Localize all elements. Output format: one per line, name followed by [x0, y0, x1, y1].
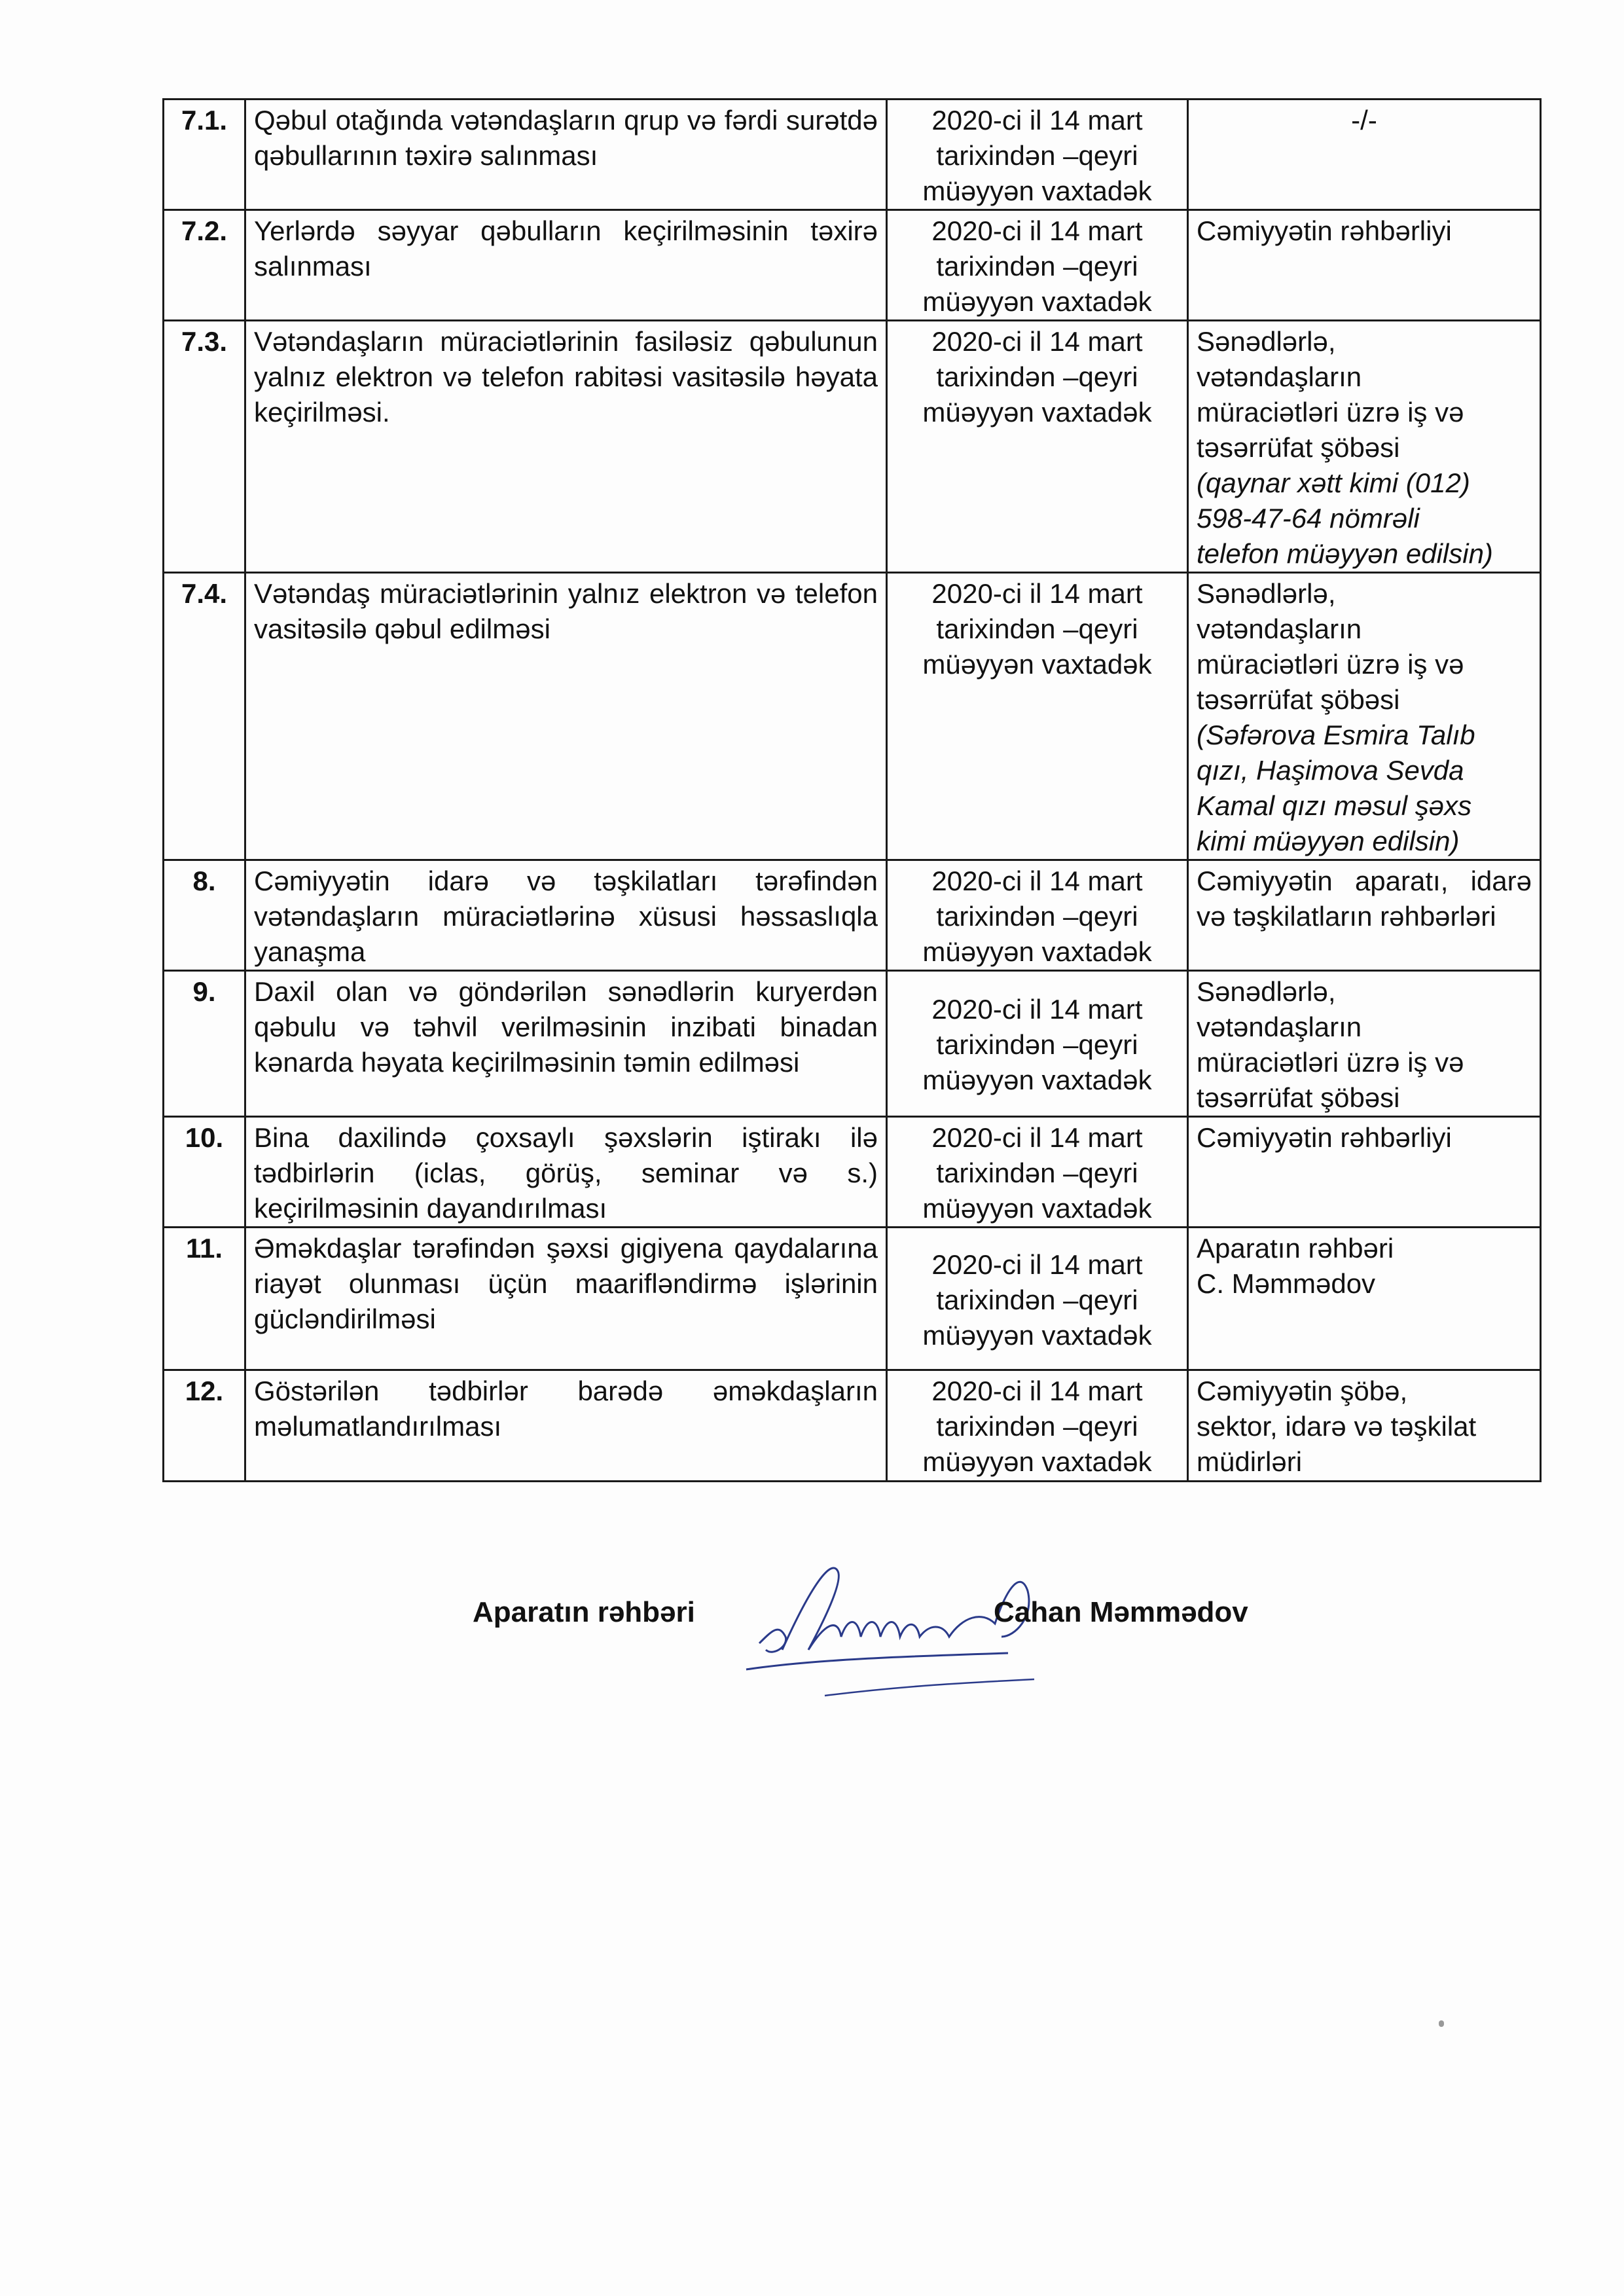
deadline-line: 2020-ci il 14 mart — [931, 866, 1143, 896]
responsible-cell — [1188, 1370, 1541, 1482]
responsible-note-line: qızı, Haşimova Sevda — [1197, 755, 1464, 786]
deadline-cell — [887, 1117, 1188, 1228]
responsible-line: Cəmiyyətin şöbə, — [1197, 1376, 1408, 1406]
deadline-line: tarixindən –qeyri — [936, 251, 1138, 282]
measure-description: Daxil olan və göndərilən sənədlərin kuryerdən qəbulu və təhvil verilməsinin inzibati binadan kənarda həyata keçirilməsinin təmin edilməsi — [245, 971, 887, 1117]
measure-description: Vətəndaşların müraciətlərinin fasiləsiz qəbulunun yalnız elektron və telefon rabitəsi vasitəsilə həyata keçirilməsi. — [245, 321, 887, 573]
deadline-line: tarixindən –qeyri — [936, 140, 1138, 171]
table-row — [164, 1228, 1541, 1370]
scan-speck — [1439, 2020, 1444, 2027]
measure-description: Əməkdaşlar tərəfindən şəxsi gigiyena qaydalarına riayət olunması üçün maarifləndirmə işlərinin gücləndirilməsi — [245, 1228, 887, 1370]
deadline-line: müəyyən vaxtadək — [922, 1446, 1152, 1477]
responsible-line: təsərrüfat şöbəsi — [1197, 684, 1400, 715]
row-number: 7.4. — [164, 573, 245, 860]
table-row — [164, 971, 1541, 1117]
responsible-line: -/- — [1351, 105, 1377, 136]
deadline-line: tarixindən –qeyri — [936, 361, 1138, 392]
table-row — [164, 210, 1541, 321]
signatory-title: Aparatın rəhbəri — [473, 1596, 695, 1628]
responsible-cell — [1188, 321, 1541, 573]
row-number: 10. — [164, 1117, 245, 1228]
row-number: 8. — [164, 860, 245, 971]
deadline-line: 2020-ci il 14 mart — [931, 1248, 1143, 1280]
deadline-line: tarixindən –qeyri — [936, 901, 1138, 932]
measure-description: Cəmiyyətin idarə və təşkilatları tərəfindən vətəndaşların müraciətlərinə xüsusi həssaslıqla yanaşma — [245, 860, 887, 971]
deadline-cell — [887, 1370, 1188, 1482]
row-number: 12. — [164, 1370, 245, 1482]
deadline-line: tarixindən –qeyri — [936, 1411, 1138, 1442]
responsible-line: Cəmiyyətin rəhbərliyi — [1197, 215, 1452, 246]
deadline-cell — [887, 860, 1188, 971]
measure-description: Qəbul otağında vətəndaşların qrup və fərdi surətdə qəbullarının təxirə salınması — [245, 100, 887, 210]
table-row — [164, 860, 1541, 971]
responsible-note-line: kimi müəyyən edilsin) — [1197, 826, 1460, 856]
measure-description: Yerlərdə səyyar qəbulların keçirilməsinin təxirə salınması — [245, 210, 887, 321]
row-number: 7.1. — [164, 100, 245, 210]
measures-table-body — [164, 100, 1541, 1482]
deadline-line: 2020-ci il 14 mart — [931, 1376, 1143, 1406]
responsible-note-line: Kamal qızı məsul şəxs — [1197, 790, 1472, 821]
deadline-line: 2020-ci il 14 mart — [931, 578, 1143, 609]
deadline-line: 2020-ci il 14 mart — [931, 1122, 1143, 1153]
responsible-line: müraciətləri üzrə iş və təsərrüfat şöbəsi — [1197, 1047, 1464, 1113]
signature-block — [0, 1571, 1624, 1728]
deadline-line: 2020-ci il 14 mart — [931, 326, 1143, 357]
table-row — [164, 1117, 1541, 1228]
deadline-cell — [887, 1228, 1188, 1370]
responsible-line: Cəmiyyətin rəhbərliyi — [1197, 1122, 1452, 1153]
responsible-note-line: 598-47-64 nömrəli — [1197, 503, 1420, 534]
deadline-line: müəyyən vaxtadək — [922, 936, 1152, 967]
responsible-line: vətəndaşların — [1197, 361, 1362, 392]
responsible-line: sektor, idarə və təşkilat — [1197, 1411, 1477, 1442]
row-number: 9. — [164, 971, 245, 1117]
responsible-line: vətəndaşların — [1197, 613, 1362, 644]
deadline-line: müəyyən vaxtadək — [922, 286, 1152, 317]
responsible-cell — [1188, 1228, 1541, 1370]
signatory-name: Cahan Məmmədov — [994, 1596, 1248, 1628]
deadline-line: 2020-ci il 14 mart — [931, 215, 1143, 246]
responsible-line: C. Məmmədov — [1197, 1268, 1376, 1299]
deadline-cell — [887, 321, 1188, 573]
table-row — [164, 321, 1541, 573]
responsible-cell — [1188, 100, 1541, 210]
deadline-line: müəyyən vaxtadək — [922, 649, 1152, 680]
responsible-line: vətəndaşların — [1197, 1011, 1362, 1042]
deadline-line: 2020-ci il 14 mart — [931, 994, 1143, 1025]
deadline-line: müəyyən vaxtadək — [922, 1065, 1152, 1095]
responsible-note-line: (Səfərova Esmira Talıb — [1197, 720, 1475, 750]
responsible-line: müraciətləri üzrə iş və — [1197, 649, 1464, 680]
deadline-cell — [887, 971, 1188, 1117]
responsible-line: müdirləri — [1197, 1446, 1303, 1477]
deadline-cell — [887, 573, 1188, 860]
deadline-line: müəyyən vaxtadək — [922, 397, 1152, 428]
deadline-line: 2020-ci il 14 mart — [931, 105, 1143, 136]
deadline-line: tarixindən –qeyri — [936, 1029, 1138, 1060]
measure-description: Bina daxilində çoxsaylı şəxslərin iştirakı ilə tədbirlərin (iclas, görüş, seminar və s.) keçirilməsinin dayandırılması — [245, 1117, 887, 1228]
responsible-line: Aparatın rəhbəri — [1197, 1233, 1394, 1264]
responsible-cell — [1188, 1117, 1541, 1228]
deadline-line: tarixindən –qeyri — [936, 1157, 1138, 1188]
deadline-line: tarixindən –qeyri — [936, 1284, 1138, 1315]
deadline-line: müəyyən vaxtadək — [922, 1319, 1152, 1351]
responsible-line: Sənədlərlə, — [1197, 976, 1336, 1007]
table-row — [164, 100, 1541, 210]
row-number: 7.2. — [164, 210, 245, 321]
responsible-cell — [1188, 860, 1541, 971]
table-row — [164, 1370, 1541, 1482]
responsible-line: müraciətləri üzrə iş və — [1197, 397, 1464, 428]
deadline-cell — [887, 210, 1188, 321]
deadline-line: tarixindən –qeyri — [936, 613, 1138, 644]
measure-description: Vətəndaş müraciətlərinin yalnız elektron və telefon vasitəsilə qəbul edilməsi — [245, 573, 887, 860]
deadline-line: müəyyən vaxtadək — [922, 175, 1152, 206]
responsible-cell — [1188, 971, 1541, 1117]
responsible-cell — [1188, 573, 1541, 860]
measures-table — [162, 98, 1542, 1482]
responsible-line: Cəmiyyətin aparatı, idarə və təşkilatların rəhbərləri — [1197, 866, 1532, 932]
responsible-cell — [1188, 210, 1541, 321]
deadline-line: müəyyən vaxtadək — [922, 1193, 1152, 1224]
responsible-line: Sənədlərlə, — [1197, 326, 1336, 357]
responsible-note-line: (qaynar xətt kimi (012) — [1197, 467, 1470, 498]
deadline-cell — [887, 100, 1188, 210]
measure-description: Göstərilən tədbirlər barədə əməkdaşların məlumatlandırılması — [245, 1370, 887, 1482]
responsible-line: Sənədlərlə, — [1197, 578, 1336, 609]
responsible-line: təsərrüfat şöbəsi — [1197, 432, 1400, 463]
row-number: 7.3. — [164, 321, 245, 573]
row-number: 11. — [164, 1228, 245, 1370]
table-row — [164, 573, 1541, 860]
responsible-note-line: telefon müəyyən edilsin) — [1197, 538, 1493, 569]
